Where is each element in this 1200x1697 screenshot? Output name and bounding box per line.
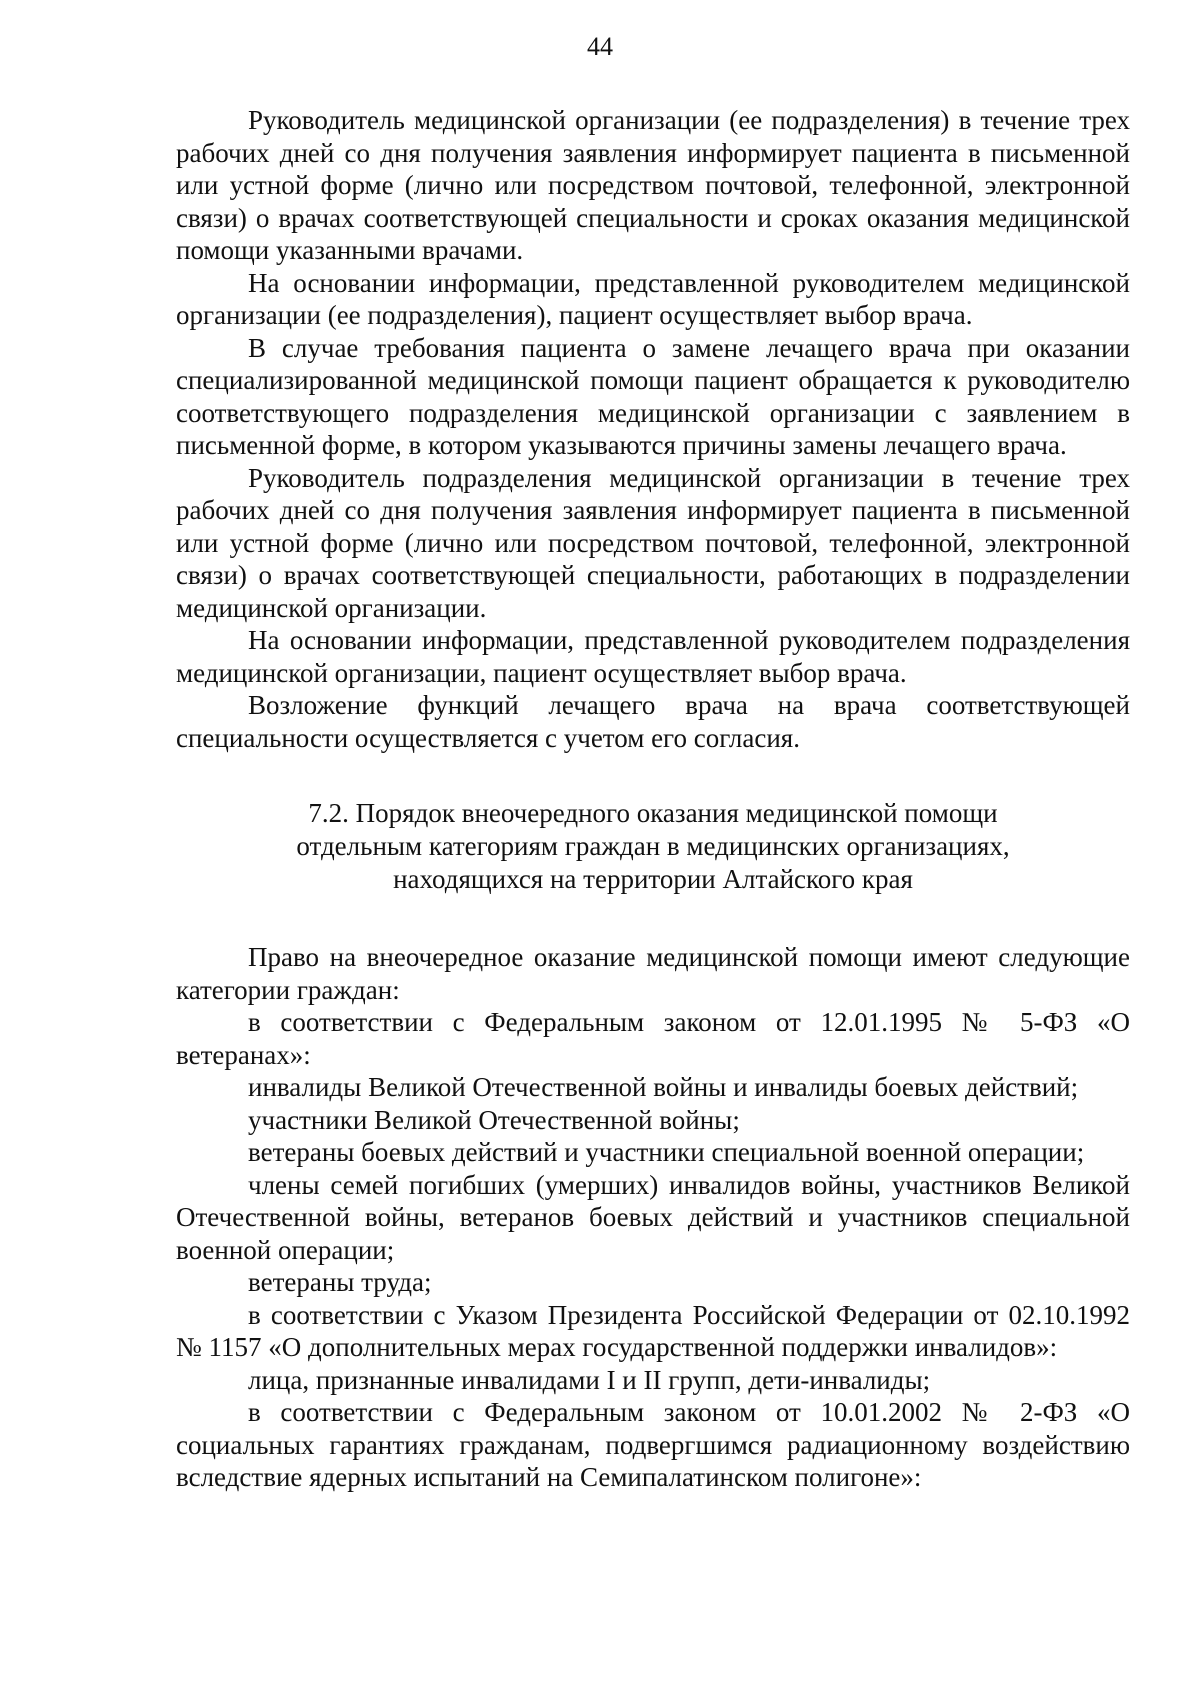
paragraph: Руководитель медицинской организации (ее подразделения) в течение трех рабочих дней со дня получения заявления информирует пациента в письменной или устной форме (лично или посредством почтовой, телефонной, электронной связи) о врачах соответствующей специальности и сроках оказания медицинской помощи указанными врачами. [176, 105, 1130, 265]
paragraph: На основании информации, представленной руководителем медицинской организации (ее подразделения), пациент осуществляет выбор врача. [176, 267, 1130, 330]
paragraph: в соответствии с Указом Президента Российской Федерации от 02.10.1992 № 1157 «О дополнительных мерах государственной поддержки инвалидов»: [176, 1299, 1130, 1362]
paragraph: в соответствии с Федеральным законом от 12.01.1995 № 5-ФЗ «О ветеранах»: [176, 1007, 1130, 1070]
page-number: 44 [587, 32, 613, 61]
list-item: лица, признанные инвалидами I и II групп, дети-инвалиды; [248, 1364, 931, 1395]
list-item: члены семей погибших (умерших) инвалидов войны, участников Великой Отечественной войны, ветеранов боевых действий и участников специальной военной операции; [176, 1169, 1130, 1265]
section-heading [176, 797, 1130, 896]
paragraph: в соответствии с Федеральным законом от 10.01.2002 № 2-ФЗ «О социальных гарантиях гражданам, подвергшимся радиационному воздействию вследствие ядерных испытаний на Семипалатинском полигоне»: [176, 1397, 1130, 1492]
list-item: участники Великой Отечественной войны; [248, 1104, 740, 1135]
paragraph: Право на внеочередное оказание медицинской помощи имеют следующие категории граждан: [176, 942, 1130, 1005]
paragraph: В случае требования пациента о замене лечащего врача при оказании специализированной медицинской помощи пациент обращается к руководителю соответствующего подразделения медицинской организации с заявлением в письменной форме, в котором указываются причины замены лечащего врача. [176, 332, 1130, 460]
section-heading-line: отдельным категориям граждан в медицинских организациях, [296, 831, 1010, 861]
paragraph: На основании информации, представленной руководителем подразделения медицинской организации, пациент осуществляет выбор врача. [176, 625, 1130, 688]
list-item: ветераны боевых действий и участники специальной военной операции; [248, 1137, 1085, 1167]
list-item: ветераны труда; [248, 1267, 432, 1297]
document-body [176, 104, 1130, 1494]
list-item: инвалиды Великой Отечественной войны и инвалиды боевых действий; [248, 1072, 1079, 1102]
paragraph: Руководитель подразделения медицинской организации в течение трех рабочих дней со дня получения заявления информирует пациента в письменной или устной форме (лично или посредством почтовой, телефонной, электронной связи) о врачах соответствующей специальности, работающих в подразделении медицинской организации. [176, 462, 1130, 623]
paragraph: Возложение функций лечащего врача на врача соответствующей специальности осуществляется с учетом его согласия. [176, 690, 1130, 753]
section-heading-line: 7.2. Порядок внеочередного оказания медицинской помощи [308, 798, 998, 828]
section-heading-line: находящихся на территории Алтайского края [393, 864, 913, 894]
